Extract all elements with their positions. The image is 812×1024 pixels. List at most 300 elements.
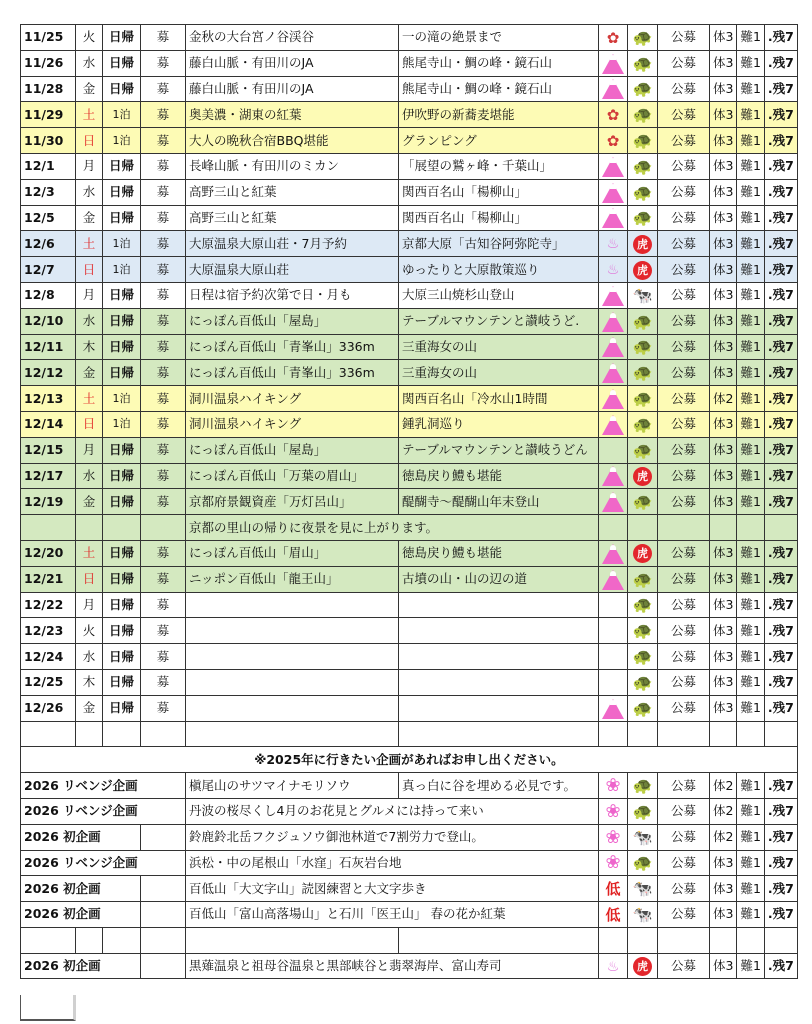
public-recruit-cell[interactable]: 公募 — [658, 25, 710, 51]
date-cell[interactable]: 12/17 — [21, 463, 76, 489]
trip-type-cell[interactable]: 日帰 — [103, 618, 141, 644]
schedule-row[interactable] — [21, 102, 798, 128]
weekday-cell[interactable]: 水 — [76, 644, 103, 670]
title-cell[interactable]: 金秋の大台宮ノ谷渓谷 — [186, 25, 399, 51]
remaining-cell[interactable]: .残7 — [764, 334, 797, 360]
subtitle-cell[interactable] — [399, 669, 599, 695]
trip-type-cell[interactable]: 日帰 — [103, 437, 141, 463]
difficulty-cell[interactable]: 難1 — [737, 540, 764, 566]
level-icon-cell[interactable] — [628, 489, 658, 515]
stamina-cell[interactable]: 体2 — [710, 386, 737, 412]
title-cell[interactable]: 大原温泉大原山荘・7月予約 — [186, 231, 399, 257]
level-icon-cell[interactable] — [628, 308, 658, 334]
plan-title-cell[interactable]: 百低山「富山高落場山」と石川「医王山」 春の花か紅葉 — [186, 902, 599, 928]
difficulty-cell[interactable]: 難1 — [737, 489, 764, 515]
date-cell[interactable]: 12/23 — [21, 618, 76, 644]
trip-type-cell[interactable]: 1泊 — [103, 411, 141, 437]
subtitle-cell[interactable]: 徳島戻り鱧も堪能 — [399, 540, 599, 566]
title-cell[interactable]: 長峰山脈・有田川のミカン — [186, 153, 399, 179]
public-recruit-cell[interactable]: 公募 — [658, 773, 710, 799]
level-icon-cell[interactable] — [628, 153, 658, 179]
difficulty-cell[interactable]: 難1 — [737, 257, 764, 283]
public-recruit-cell[interactable]: 公募 — [658, 618, 710, 644]
level-icon-cell[interactable] — [628, 102, 658, 128]
public-recruit-cell[interactable]: 公募 — [658, 824, 710, 850]
stamina-cell[interactable]: 体3 — [710, 618, 737, 644]
title-cell[interactable]: にっぽん百低山「万葉の眉山」 — [186, 463, 399, 489]
remaining-cell[interactable]: .残7 — [764, 953, 797, 979]
remaining-cell[interactable] — [764, 721, 797, 747]
date-cell[interactable]: 12/7 — [21, 257, 76, 283]
subtitle-cell[interactable]: 熊尾寺山・鯛の峰・鏡石山 — [399, 76, 599, 102]
plan-row[interactable] — [21, 953, 798, 979]
recruit-cell[interactable]: 募 — [141, 411, 186, 437]
difficulty-cell[interactable] — [737, 515, 764, 541]
difficulty-cell[interactable]: 難1 — [737, 773, 764, 799]
date-cell[interactable] — [21, 721, 76, 747]
stamina-cell[interactable]: 体3 — [710, 128, 737, 154]
empty-cell[interactable] — [764, 927, 797, 953]
stamina-cell[interactable]: 体3 — [710, 489, 737, 515]
public-recruit-cell[interactable]: 公募 — [658, 695, 710, 721]
level-icon-cell[interactable] — [628, 695, 658, 721]
trip-type-cell[interactable]: 1泊 — [103, 386, 141, 412]
plan-label-cell[interactable]: 2026 リベンジ企画 — [21, 773, 186, 799]
plan-subtitle-cell[interactable]: 真っ白に谷を埋める必見です。 — [399, 773, 599, 799]
remaining-cell[interactable]: .残7 — [764, 773, 797, 799]
title-cell[interactable] — [186, 669, 399, 695]
subtitle-cell[interactable] — [399, 618, 599, 644]
title-cell[interactable]: にっぽん百低山「屋島」 — [186, 437, 399, 463]
level-icon-cell[interactable] — [628, 25, 658, 51]
plan-row[interactable] — [21, 773, 798, 799]
level-icon-cell[interactable] — [628, 463, 658, 489]
subtitle-cell[interactable]: 三重海女の山 — [399, 334, 599, 360]
schedule-row[interactable] — [21, 592, 798, 618]
recruit-cell[interactable]: 募 — [141, 153, 186, 179]
difficulty-cell[interactable]: 難1 — [737, 850, 764, 876]
weekday-cell[interactable]: 水 — [76, 50, 103, 76]
trip-type-cell[interactable]: 日帰 — [103, 76, 141, 102]
stamina-cell[interactable]: 体3 — [710, 231, 737, 257]
public-recruit-cell[interactable]: 公募 — [658, 257, 710, 283]
difficulty-cell[interactable]: 難1 — [737, 153, 764, 179]
trip-type-cell[interactable]: 日帰 — [103, 25, 141, 51]
public-recruit-cell[interactable]: 公募 — [658, 876, 710, 902]
trip-type-cell[interactable]: 日帰 — [103, 179, 141, 205]
stamina-cell[interactable]: 体3 — [710, 437, 737, 463]
empty-cell[interactable] — [141, 902, 186, 928]
public-recruit-cell[interactable]: 公募 — [658, 489, 710, 515]
public-recruit-cell[interactable]: 公募 — [658, 411, 710, 437]
subtitle-cell[interactable]: 「展望の鷲ヶ峰・千葉山」 — [399, 153, 599, 179]
trip-type-cell[interactable]: 1泊 — [103, 231, 141, 257]
recruit-cell[interactable]: 募 — [141, 128, 186, 154]
remaining-cell[interactable]: .残7 — [764, 437, 797, 463]
subtitle-cell[interactable]: ゆったりと大原散策巡り — [399, 257, 599, 283]
difficulty-cell[interactable]: 難1 — [737, 308, 764, 334]
category-icon-cell[interactable] — [599, 618, 628, 644]
public-recruit-cell[interactable]: 公募 — [658, 50, 710, 76]
subtitle-cell[interactable]: 京都大原「古知谷阿弥陀寺」 — [399, 231, 599, 257]
public-recruit-cell[interactable]: 公募 — [658, 644, 710, 670]
level-icon-cell[interactable] — [628, 540, 658, 566]
weekday-cell[interactable]: 月 — [76, 592, 103, 618]
public-recruit-cell[interactable] — [658, 721, 710, 747]
public-recruit-cell[interactable]: 公募 — [658, 76, 710, 102]
trip-type-cell[interactable]: 1泊 — [103, 128, 141, 154]
empty-cell[interactable] — [141, 953, 186, 979]
date-cell[interactable]: 12/24 — [21, 644, 76, 670]
stamina-cell[interactable]: 体3 — [710, 334, 737, 360]
subtitle-cell[interactable] — [399, 721, 599, 747]
date-cell[interactable]: 12/8 — [21, 282, 76, 308]
public-recruit-cell[interactable]: 公募 — [658, 798, 710, 824]
public-recruit-cell[interactable]: 公募 — [658, 902, 710, 928]
plan-row[interactable] — [21, 798, 798, 824]
public-recruit-cell[interactable]: 公募 — [658, 231, 710, 257]
weekday-cell[interactable]: 火 — [76, 618, 103, 644]
stamina-cell[interactable]: 体2 — [710, 798, 737, 824]
difficulty-cell[interactable]: 難1 — [737, 592, 764, 618]
public-recruit-cell[interactable]: 公募 — [658, 386, 710, 412]
public-recruit-cell[interactable]: 公募 — [658, 128, 710, 154]
title-cell[interactable]: 高野三山と紅葉 — [186, 205, 399, 231]
selected-cell[interactable] — [20, 995, 76, 1021]
level-icon-cell[interactable] — [628, 205, 658, 231]
weekday-cell[interactable]: 土 — [76, 231, 103, 257]
category-icon-cell[interactable] — [599, 695, 628, 721]
title-cell[interactable]: にっぽん百低山「眉山」 — [186, 540, 399, 566]
date-cell[interactable]: 12/14 — [21, 411, 76, 437]
schedule-row[interactable] — [21, 669, 798, 695]
category-icon-cell[interactable] — [599, 824, 628, 850]
schedule-row[interactable] — [21, 360, 798, 386]
subtitle-cell[interactable] — [399, 644, 599, 670]
remaining-cell[interactable]: .残7 — [764, 489, 797, 515]
schedule-row[interactable] — [21, 489, 798, 515]
remaining-cell[interactable]: .残7 — [764, 50, 797, 76]
difficulty-cell[interactable] — [737, 721, 764, 747]
schedule-row[interactable] — [21, 50, 798, 76]
remaining-cell[interactable]: .残7 — [764, 308, 797, 334]
date-cell[interactable]: 12/19 — [21, 489, 76, 515]
schedule-row[interactable] — [21, 205, 798, 231]
remaining-cell[interactable]: .残7 — [764, 282, 797, 308]
subtitle-cell[interactable]: テーブルマウンテンと讃岐うど. — [399, 308, 599, 334]
recruit-cell[interactable]: 募 — [141, 386, 186, 412]
date-cell[interactable]: 12/22 — [21, 592, 76, 618]
public-recruit-cell[interactable]: 公募 — [658, 437, 710, 463]
category-icon-cell[interactable] — [599, 515, 628, 541]
public-recruit-cell[interactable]: 公募 — [658, 282, 710, 308]
stamina-cell[interactable]: 体3 — [710, 566, 737, 592]
public-recruit-cell[interactable]: 公募 — [658, 334, 710, 360]
difficulty-cell[interactable]: 難1 — [737, 437, 764, 463]
public-recruit-cell[interactable]: 公募 — [658, 953, 710, 979]
plan-row[interactable] — [21, 850, 798, 876]
level-icon-cell[interactable] — [628, 850, 658, 876]
difficulty-cell[interactable]: 難1 — [737, 25, 764, 51]
category-icon-cell[interactable] — [599, 128, 628, 154]
difficulty-cell[interactable]: 難1 — [737, 618, 764, 644]
trip-type-cell[interactable]: 日帰 — [103, 566, 141, 592]
level-icon-cell[interactable] — [628, 437, 658, 463]
difficulty-cell[interactable]: 難1 — [737, 102, 764, 128]
trip-type-cell[interactable]: 日帰 — [103, 463, 141, 489]
plan-label-cell[interactable]: 2026 リベンジ企画 — [21, 850, 186, 876]
plan-row[interactable] — [21, 824, 798, 850]
weekday-cell[interactable]: 水 — [76, 179, 103, 205]
category-icon-cell[interactable] — [599, 902, 628, 928]
plan-label-cell[interactable]: 2026 初企画 — [21, 902, 141, 928]
stamina-cell[interactable]: 体3 — [710, 282, 737, 308]
stamina-cell[interactable]: 体3 — [710, 850, 737, 876]
remaining-cell[interactable]: .残7 — [764, 566, 797, 592]
weekday-cell[interactable]: 土 — [76, 102, 103, 128]
category-icon-cell[interactable] — [599, 721, 628, 747]
category-icon-cell[interactable] — [599, 257, 628, 283]
notice-text[interactable]: ※2025年に行きたい企画があればお申し出ください。 — [21, 747, 798, 773]
title-cell[interactable]: ニッポン百低山「龍王山」 — [186, 566, 399, 592]
remaining-cell[interactable]: .残7 — [764, 463, 797, 489]
date-cell[interactable]: 12/3 — [21, 179, 76, 205]
remaining-cell[interactable]: .残7 — [764, 902, 797, 928]
recruit-cell[interactable] — [141, 721, 186, 747]
recruit-cell[interactable]: 募 — [141, 76, 186, 102]
stamina-cell[interactable]: 体3 — [710, 463, 737, 489]
subtitle-cell[interactable]: 伊吹野の新蕎麦堪能 — [399, 102, 599, 128]
category-icon-cell[interactable] — [599, 386, 628, 412]
empty-cell[interactable] — [599, 927, 628, 953]
recruit-cell[interactable]: 募 — [141, 179, 186, 205]
stamina-cell[interactable]: 体3 — [710, 25, 737, 51]
subtitle-cell[interactable] — [399, 592, 599, 618]
recruit-cell[interactable]: 募 — [141, 360, 186, 386]
stamina-cell[interactable] — [710, 515, 737, 541]
date-cell[interactable]: 12/26 — [21, 695, 76, 721]
category-icon-cell[interactable] — [599, 76, 628, 102]
remaining-cell[interactable]: .残7 — [764, 850, 797, 876]
plan-label-cell[interactable]: 2026 初企画 — [21, 824, 141, 850]
level-icon-cell[interactable] — [628, 334, 658, 360]
schedule-row[interactable] — [21, 721, 798, 747]
recruit-cell[interactable]: 募 — [141, 205, 186, 231]
public-recruit-cell[interactable]: 公募 — [658, 850, 710, 876]
schedule-row[interactable] — [21, 128, 798, 154]
category-icon-cell[interactable] — [599, 25, 628, 51]
empty-cell[interactable] — [710, 927, 737, 953]
subtitle-cell[interactable]: 大原三山焼杉山登山 — [399, 282, 599, 308]
subtitle-cell[interactable]: 鍾乳洞巡り — [399, 411, 599, 437]
category-icon-cell[interactable] — [599, 644, 628, 670]
stamina-cell[interactable]: 体3 — [710, 669, 737, 695]
recruit-cell[interactable]: 募 — [141, 540, 186, 566]
date-cell[interactable]: 11/25 — [21, 25, 76, 51]
plan-title-cell[interactable]: 百低山「大文字山」読図練習と大文字歩き — [186, 876, 599, 902]
weekday-cell[interactable]: 金 — [76, 695, 103, 721]
recruit-cell[interactable] — [141, 515, 186, 541]
stamina-cell[interactable]: 体3 — [710, 153, 737, 179]
trip-type-cell[interactable]: 日帰 — [103, 489, 141, 515]
schedule-row[interactable] — [21, 540, 798, 566]
trip-type-cell[interactable]: 日帰 — [103, 669, 141, 695]
stamina-cell[interactable]: 体2 — [710, 824, 737, 850]
difficulty-cell[interactable]: 難1 — [737, 798, 764, 824]
public-recruit-cell[interactable]: 公募 — [658, 669, 710, 695]
category-icon-cell[interactable] — [599, 773, 628, 799]
category-icon-cell[interactable] — [599, 50, 628, 76]
category-icon-cell[interactable] — [599, 179, 628, 205]
remaining-cell[interactable]: .残7 — [764, 876, 797, 902]
title-cell[interactable]: 日程は宿予約次第で日・月も — [186, 282, 399, 308]
date-cell[interactable]: 11/26 — [21, 50, 76, 76]
recruit-cell[interactable]: 募 — [141, 695, 186, 721]
level-icon-cell[interactable] — [628, 282, 658, 308]
plan-row[interactable] — [21, 902, 798, 928]
weekday-cell[interactable]: 日 — [76, 128, 103, 154]
weekday-cell[interactable]: 土 — [76, 540, 103, 566]
remaining-cell[interactable]: .残7 — [764, 669, 797, 695]
public-recruit-cell[interactable] — [658, 515, 710, 541]
date-cell[interactable]: 11/29 — [21, 102, 76, 128]
level-icon-cell[interactable] — [628, 566, 658, 592]
public-recruit-cell[interactable]: 公募 — [658, 205, 710, 231]
date-cell[interactable]: 12/10 — [21, 308, 76, 334]
category-icon-cell[interactable] — [599, 540, 628, 566]
empty-cell[interactable] — [21, 927, 76, 953]
date-cell[interactable]: 12/6 — [21, 231, 76, 257]
difficulty-cell[interactable]: 難1 — [737, 824, 764, 850]
public-recruit-cell[interactable]: 公募 — [658, 153, 710, 179]
category-icon-cell[interactable] — [599, 308, 628, 334]
title-cell[interactable]: にっぽん百低山「青峯山」336m — [186, 360, 399, 386]
recruit-cell[interactable]: 募 — [141, 102, 186, 128]
level-icon-cell[interactable] — [628, 231, 658, 257]
schedule-row[interactable] — [21, 25, 798, 51]
schedule-row[interactable] — [21, 695, 798, 721]
recruit-cell[interactable]: 募 — [141, 231, 186, 257]
difficulty-cell[interactable]: 難1 — [737, 360, 764, 386]
remaining-cell[interactable]: .残7 — [764, 592, 797, 618]
trip-type-cell[interactable]: 日帰 — [103, 360, 141, 386]
remaining-cell[interactable]: .残7 — [764, 153, 797, 179]
category-icon-cell[interactable] — [599, 798, 628, 824]
level-icon-cell[interactable] — [628, 592, 658, 618]
difficulty-cell[interactable]: 難1 — [737, 644, 764, 670]
plan-title-cell[interactable]: 黒薙温泉と祖母谷温泉と黒部峡谷と翡翠海岸、富山寿司 — [186, 953, 599, 979]
stamina-cell[interactable]: 体3 — [710, 179, 737, 205]
date-cell[interactable]: 12/5 — [21, 205, 76, 231]
level-icon-cell[interactable] — [628, 644, 658, 670]
remaining-cell[interactable] — [764, 515, 797, 541]
remaining-cell[interactable]: .残7 — [764, 540, 797, 566]
schedule-row[interactable] — [21, 437, 798, 463]
stamina-cell[interactable]: 体3 — [710, 953, 737, 979]
stamina-cell[interactable] — [710, 721, 737, 747]
schedule-row[interactable] — [21, 411, 798, 437]
plan-row[interactable] — [21, 876, 798, 902]
schedule-row[interactable] — [21, 257, 798, 283]
weekday-cell[interactable] — [76, 515, 103, 541]
level-icon-cell[interactable] — [628, 669, 658, 695]
subtitle-cell[interactable]: グランピング — [399, 128, 599, 154]
remaining-cell[interactable]: .残7 — [764, 257, 797, 283]
category-icon-cell[interactable] — [599, 463, 628, 489]
title-cell[interactable]: 奥美濃・湖東の紅葉 — [186, 102, 399, 128]
level-icon-cell[interactable] — [628, 618, 658, 644]
difficulty-cell[interactable]: 難1 — [737, 695, 764, 721]
recruit-cell[interactable]: 募 — [141, 463, 186, 489]
date-cell[interactable]: 12/20 — [21, 540, 76, 566]
trip-type-cell[interactable]: 日帰 — [103, 308, 141, 334]
trip-type-cell[interactable]: 日帰 — [103, 334, 141, 360]
title-cell[interactable] — [186, 644, 399, 670]
stamina-cell[interactable]: 体3 — [710, 411, 737, 437]
recruit-cell[interactable]: 募 — [141, 669, 186, 695]
schedule-row[interactable] — [21, 386, 798, 412]
plan-title-cell[interactable]: 浜松・中の尾根山「水窪」石灰岩台地 — [186, 850, 599, 876]
empty-cell[interactable] — [141, 876, 186, 902]
category-icon-cell[interactable] — [599, 437, 628, 463]
trip-type-cell[interactable]: 日帰 — [103, 153, 141, 179]
subtitle-cell[interactable]: 熊尾寺山・鯛の峰・鏡石山 — [399, 50, 599, 76]
title-cell[interactable]: 藤白山脈・有田川のJA — [186, 50, 399, 76]
remaining-cell[interactable]: .残7 — [764, 798, 797, 824]
title-cell[interactable]: 洞川温泉ハイキング — [186, 411, 399, 437]
trip-type-cell[interactable]: 日帰 — [103, 282, 141, 308]
weekday-cell[interactable]: 水 — [76, 463, 103, 489]
remaining-cell[interactable]: .残7 — [764, 824, 797, 850]
trip-type-cell[interactable] — [103, 515, 141, 541]
category-icon-cell[interactable] — [599, 205, 628, 231]
category-icon-cell[interactable] — [599, 592, 628, 618]
difficulty-cell[interactable]: 難1 — [737, 179, 764, 205]
schedule-row[interactable] — [21, 282, 798, 308]
difficulty-cell[interactable]: 難1 — [737, 282, 764, 308]
plan-label-cell[interactable]: 2026 リベンジ企画 — [21, 798, 186, 824]
plan-title-cell[interactable]: 槇尾山のサツマイナモリソウ — [186, 773, 399, 799]
plan-row[interactable] — [21, 927, 798, 953]
remaining-cell[interactable]: .残7 — [764, 102, 797, 128]
remaining-cell[interactable]: .残7 — [764, 231, 797, 257]
title-cell[interactable]: 高野三山と紅葉 — [186, 179, 399, 205]
date-cell[interactable]: 12/11 — [21, 334, 76, 360]
plan-label-cell[interactable]: 2026 初企画 — [21, 953, 141, 979]
trip-type-cell[interactable]: 日帰 — [103, 540, 141, 566]
schedule-row[interactable] — [21, 644, 798, 670]
public-recruit-cell[interactable]: 公募 — [658, 308, 710, 334]
category-icon-cell[interactable] — [599, 850, 628, 876]
date-cell[interactable]: 12/15 — [21, 437, 76, 463]
level-icon-cell[interactable] — [628, 876, 658, 902]
weekday-cell[interactable]: 土 — [76, 386, 103, 412]
level-icon-cell[interactable] — [628, 76, 658, 102]
plan-label-cell[interactable]: 2026 初企画 — [21, 876, 141, 902]
remaining-cell[interactable]: .残7 — [764, 618, 797, 644]
difficulty-cell[interactable]: 難1 — [737, 411, 764, 437]
date-cell[interactable]: 12/12 — [21, 360, 76, 386]
empty-cell[interactable] — [141, 824, 186, 850]
public-recruit-cell[interactable]: 公募 — [658, 540, 710, 566]
stamina-cell[interactable]: 体3 — [710, 644, 737, 670]
stamina-cell[interactable]: 体3 — [710, 360, 737, 386]
weekday-cell[interactable] — [76, 721, 103, 747]
date-cell[interactable]: 12/1 — [21, 153, 76, 179]
recruit-cell[interactable]: 募 — [141, 257, 186, 283]
schedule-row[interactable] — [21, 515, 798, 541]
remaining-cell[interactable]: .残7 — [764, 695, 797, 721]
